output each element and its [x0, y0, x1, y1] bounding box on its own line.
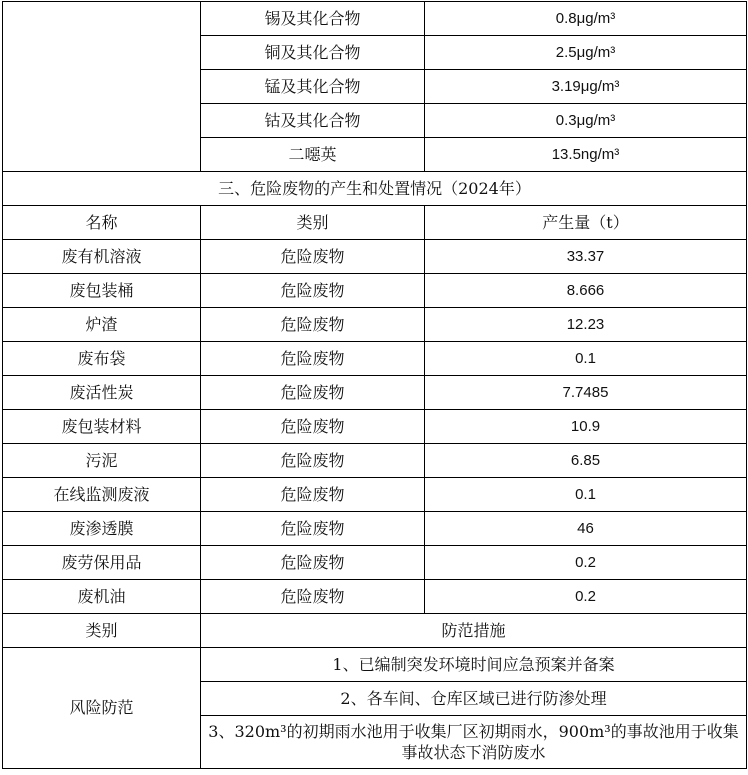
- waste-category: 危险废物: [201, 512, 425, 546]
- waste-category: 危险废物: [201, 342, 425, 376]
- table-row: [3, 308, 747, 342]
- pollutant-value: 2.5μg/m³: [425, 36, 747, 70]
- waste-name: 废布袋: [3, 342, 201, 376]
- waste-name: 在线监测废液: [3, 478, 201, 512]
- waste-name: 废渗透膜: [3, 512, 201, 546]
- pollutant-value: 3.19μg/m³: [425, 70, 747, 104]
- risk-measure: 1、已编制突发环境时间应急预案并备案: [201, 648, 747, 682]
- waste-amount: 7.7485: [425, 376, 747, 410]
- waste-name: 废机油: [3, 580, 201, 614]
- waste-name: 废活性炭: [3, 376, 201, 410]
- risk-column-header-category: 类别: [3, 614, 201, 648]
- table-row: [3, 240, 747, 274]
- waste-name: 炉渣: [3, 308, 201, 342]
- pollutant-name: 锡及其化合物: [201, 2, 425, 36]
- waste-amount: 8.666: [425, 274, 747, 308]
- table-row: [3, 444, 747, 478]
- environmental-info-table: [2, 1, 746, 769]
- table-row: [3, 376, 747, 410]
- risk-category: 风险防范: [3, 648, 201, 769]
- waste-category: 危险废物: [201, 580, 425, 614]
- risk-header-row: [3, 614, 747, 648]
- column-header-category: 类别: [201, 206, 425, 240]
- waste-category: 危险废物: [201, 308, 425, 342]
- pollutant-value: 0.3μg/m³: [425, 104, 747, 138]
- data-table: [2, 1, 747, 769]
- pollutant-value: 0.8μg/m³: [425, 2, 747, 36]
- table-row: [3, 342, 747, 376]
- waste-amount: 0.2: [425, 580, 747, 614]
- waste-amount: 0.1: [425, 342, 747, 376]
- waste-amount: 6.85: [425, 444, 747, 478]
- section-title-row: [3, 172, 747, 206]
- waste-category: 危险废物: [201, 546, 425, 580]
- table-row: [3, 512, 747, 546]
- table-row: [3, 2, 747, 36]
- waste-category: 危险废物: [201, 410, 425, 444]
- waste-category: 危险废物: [201, 376, 425, 410]
- hazard-section-title: 三、危险废物的产生和处置情况（2024年）: [3, 172, 747, 206]
- waste-name: 废包装桶: [3, 274, 201, 308]
- waste-amount: 0.1: [425, 478, 747, 512]
- waste-amount: 46: [425, 512, 747, 546]
- table-row: [3, 648, 747, 682]
- risk-column-header-measures: 防范措施: [201, 614, 747, 648]
- column-header-amount: 产生量（t）: [425, 206, 747, 240]
- column-header-name: 名称: [3, 206, 201, 240]
- risk-measure: 2、各车间、仓库区域已进行防渗处理: [201, 682, 747, 716]
- pollutant-value: 13.5ng/m³: [425, 138, 747, 172]
- pollutant-name: 二噁英: [201, 138, 425, 172]
- table-row: [3, 478, 747, 512]
- waste-name: 废劳保用品: [3, 546, 201, 580]
- empty-merged-cell: [3, 2, 201, 172]
- table-row: [3, 580, 747, 614]
- header-row: [3, 206, 747, 240]
- table-row: [3, 410, 747, 444]
- pollutant-name: 钴及其化合物: [201, 104, 425, 138]
- table-row: [3, 546, 747, 580]
- waste-category: 危险废物: [201, 274, 425, 308]
- waste-amount: 0.2: [425, 546, 747, 580]
- waste-name: 废有机溶液: [3, 240, 201, 274]
- waste-category: 危险废物: [201, 478, 425, 512]
- waste-amount: 33.37: [425, 240, 747, 274]
- pollutant-name: 锰及其化合物: [201, 70, 425, 104]
- waste-amount: 12.23: [425, 308, 747, 342]
- waste-name: 污泥: [3, 444, 201, 478]
- waste-amount: 10.9: [425, 410, 747, 444]
- waste-category: 危险废物: [201, 444, 425, 478]
- table-row: [3, 274, 747, 308]
- waste-name: 废包装材料: [3, 410, 201, 444]
- pollutant-name: 铜及其化合物: [201, 36, 425, 70]
- waste-category: 危险废物: [201, 240, 425, 274]
- risk-measure: 3、320m³的初期雨水池用于收集厂区初期雨水，900m³的事故池用于收集事故状态下消防废水: [201, 716, 747, 769]
